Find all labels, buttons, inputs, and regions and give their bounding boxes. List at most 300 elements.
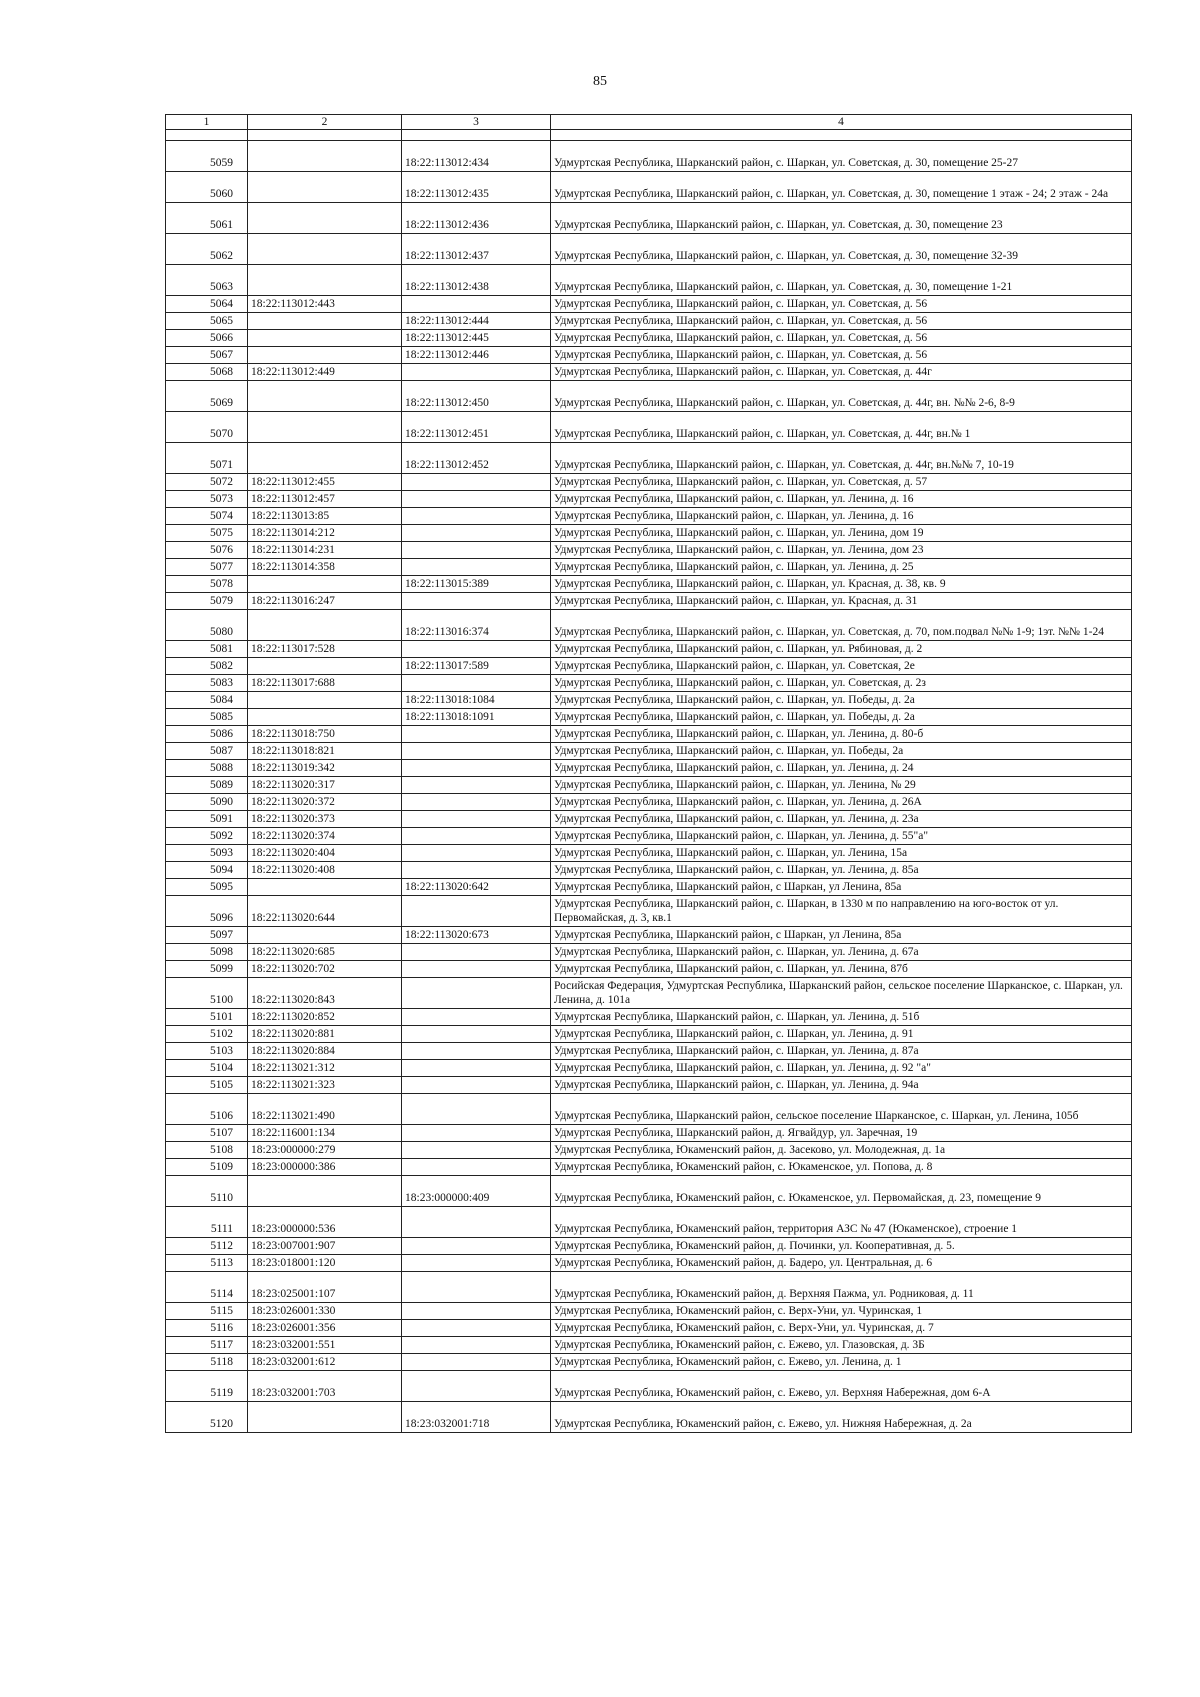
table-row — [166, 1043, 1132, 1060]
spacer-cell — [248, 130, 402, 141]
cadastral-number-cell: 18:22:113020:408 — [248, 862, 402, 879]
table-row — [166, 313, 1132, 330]
address-cell: Удмуртская Республика, Шарканский район, с. Шаркан, ул. Ленина, д. 80-б — [551, 726, 1132, 743]
cadastral-number-cell: 18:22:113020:372 — [248, 794, 402, 811]
row-number-cell: 5102 — [166, 1026, 248, 1043]
table-row — [166, 593, 1132, 610]
cadastral-number-cell: 18:22:113021:312 — [248, 1060, 402, 1077]
premises-cadastral-cell — [402, 1354, 551, 1371]
cadastral-number-cell: 18:23:026001:356 — [248, 1320, 402, 1337]
table-row — [166, 1371, 1132, 1402]
address-cell: Удмуртская Республика, Шарканский район, с. Шаркан, ул. Советская, д. 2з — [551, 675, 1132, 692]
row-number-cell: 5111 — [166, 1207, 248, 1238]
table-row — [166, 760, 1132, 777]
address-cell: Удмуртская Республика, Шарканский район, с. Шаркан, ул. Ленина, д. 92 "а" — [551, 1060, 1132, 1077]
address-cell: Удмуртская Республика, Юкаменский район, с. Ежево, ул. Глазовская, д. 3Б — [551, 1337, 1132, 1354]
address-cell: Удмуртская Республика, Юкаменский район, с. Верх-Уни, ул. Чуринская, д. 7 — [551, 1320, 1132, 1337]
row-number-cell: 5075 — [166, 525, 248, 542]
premises-cadastral-cell — [402, 1043, 551, 1060]
cadastral-number-cell: 18:23:018001:120 — [248, 1255, 402, 1272]
row-number-cell: 5074 — [166, 508, 248, 525]
table-row — [166, 491, 1132, 508]
cadastral-number-cell: 18:22:113020:685 — [248, 944, 402, 961]
cadastral-number-cell: 18:22:113020:884 — [248, 1043, 402, 1060]
row-number-cell: 5073 — [166, 491, 248, 508]
address-cell: Удмуртская Республика, Юкаменский район, территория АЗС № 47 (Юкаменское), строение 1 — [551, 1207, 1132, 1238]
table-row — [166, 1060, 1132, 1077]
table-row — [166, 709, 1132, 726]
row-number-cell: 5087 — [166, 743, 248, 760]
cadastral-number-cell: 18:22:113012:455 — [248, 474, 402, 491]
table-row — [166, 141, 1132, 172]
premises-cadastral-cell — [402, 296, 551, 313]
spacer-cell — [402, 130, 551, 141]
row-number-cell: 5068 — [166, 364, 248, 381]
premises-cadastral-cell: 18:22:113012:445 — [402, 330, 551, 347]
table-row — [166, 944, 1132, 961]
premises-cadastral-cell — [402, 845, 551, 862]
row-number-cell: 5079 — [166, 593, 248, 610]
address-cell: Удмуртская Республика, Юкаменский район, с. Ежево, ул. Нижняя Набережная, д. 2а — [551, 1402, 1132, 1433]
address-cell: Удмуртская Республика, Шарканский район, с. Шаркан, ул. Советская, д. 30, помещение 1 этаж - 24; 2 этаж - 24а — [551, 172, 1132, 203]
address-cell: Удмуртская Республика, Юкаменский район, с. Юкаменское, ул. Попова, д. 8 — [551, 1159, 1132, 1176]
table-row — [166, 862, 1132, 879]
address-cell: Росийская Федерация, Удмуртская Республика, Шарканский район, сельское поселение Шарканское, с. Шаркан, ул. Ленина, д. 101а — [551, 978, 1132, 1009]
cadastral-number-cell — [248, 347, 402, 364]
row-number-cell: 5109 — [166, 1159, 248, 1176]
premises-cadastral-cell — [402, 474, 551, 491]
cadastral-number-cell — [248, 927, 402, 944]
address-cell: Удмуртская Республика, Шарканский район, с. Шаркан, ул. Ленина, д. 23а — [551, 811, 1132, 828]
premises-cadastral-cell — [402, 508, 551, 525]
column-header-4: 4 — [551, 115, 1132, 130]
premises-cadastral-cell — [402, 1207, 551, 1238]
address-cell: Удмуртская Республика, Шарканский район, с. Шаркан, ул. Ленина, д. 25 — [551, 559, 1132, 576]
premises-cadastral-cell — [402, 364, 551, 381]
table-row — [166, 525, 1132, 542]
cadastral-number-cell: 18:22:113020:373 — [248, 811, 402, 828]
address-cell: Удмуртская Республика, Шарканский район, с. Шаркан, ул. Советская, 2е — [551, 658, 1132, 675]
address-cell: Удмуртская Республика, Шарканский район, с. Шаркан, в 1330 м по направлению на юго-восток от ул. Первомайская, д. 3, кв.1 — [551, 896, 1132, 927]
cadastral-number-cell: 18:22:113020:404 — [248, 845, 402, 862]
table-row — [166, 1009, 1132, 1026]
premises-cadastral-cell: 18:22:113016:374 — [402, 610, 551, 641]
table-row — [166, 330, 1132, 347]
cadastral-number-cell — [248, 330, 402, 347]
premises-cadastral-cell — [402, 1009, 551, 1026]
cadastral-number-cell: 18:22:113020:852 — [248, 1009, 402, 1026]
cadastral-number-cell: 18:23:026001:330 — [248, 1303, 402, 1320]
address-cell: Удмуртская Республика, Шарканский район, с. Шаркан, ул. Ленина, дом 23 — [551, 542, 1132, 559]
address-cell: Удмуртская Республика, Шарканский район, д. Ягвайдур, ул. Заречная, 19 — [551, 1125, 1132, 1142]
premises-cadastral-cell — [402, 491, 551, 508]
row-number-cell: 5066 — [166, 330, 248, 347]
row-number-cell: 5105 — [166, 1077, 248, 1094]
row-number-cell: 5082 — [166, 658, 248, 675]
row-number-cell: 5094 — [166, 862, 248, 879]
cadastral-number-cell — [248, 709, 402, 726]
row-number-cell: 5072 — [166, 474, 248, 491]
address-cell: Удмуртская Республика, Юкаменский район, д. Засеково, ул. Молодежная, д. 1а — [551, 1142, 1132, 1159]
row-number-cell: 5091 — [166, 811, 248, 828]
premises-cadastral-cell: 18:22:113012:438 — [402, 265, 551, 296]
premises-cadastral-cell — [402, 896, 551, 927]
table-row — [166, 1125, 1132, 1142]
spacer-row — [166, 130, 1132, 141]
row-number-cell: 5104 — [166, 1060, 248, 1077]
address-cell: Удмуртская Республика, Шарканский район, с. Шаркан, ул. Ленина, д. 85а — [551, 862, 1132, 879]
row-number-cell: 5096 — [166, 896, 248, 927]
premises-cadastral-cell — [402, 1077, 551, 1094]
table-row — [166, 265, 1132, 296]
address-cell: Удмуртская Республика, Шарканский район, с. Шаркан, ул. Советская, д. 57 — [551, 474, 1132, 491]
row-number-cell: 5065 — [166, 313, 248, 330]
row-number-cell: 5063 — [166, 265, 248, 296]
premises-cadastral-cell — [402, 743, 551, 760]
row-number-cell: 5071 — [166, 443, 248, 474]
row-number-cell: 5092 — [166, 828, 248, 845]
table-row — [166, 1176, 1132, 1207]
table-row — [166, 1303, 1132, 1320]
address-cell: Удмуртская Республика, Шарканский район, с. Шаркан, ул. Ленина, д. 87а — [551, 1043, 1132, 1060]
row-number-cell: 5077 — [166, 559, 248, 576]
address-cell: Удмуртская Республика, Юкаменский район, д. Бадеро, ул. Центральная, д. 6 — [551, 1255, 1132, 1272]
address-cell: Удмуртская Республика, Шарканский район, с. Шаркан, ул. Ленина, 15а — [551, 845, 1132, 862]
row-number-cell: 5101 — [166, 1009, 248, 1026]
cadastral-number-cell — [248, 412, 402, 443]
address-cell: Удмуртская Республика, Шарканский район, с. Шаркан, ул. Советская, д. 44г, вн. №№ 2-6, 8-9 — [551, 381, 1132, 412]
row-number-cell: 5097 — [166, 927, 248, 944]
cadastral-number-cell — [248, 381, 402, 412]
table-header-row — [166, 115, 1132, 130]
premises-cadastral-cell: 18:22:113012:446 — [402, 347, 551, 364]
address-cell: Удмуртская Республика, Шарканский район, с. Шаркан, ул. Победы, 2а — [551, 743, 1132, 760]
spacer-cell — [166, 130, 248, 141]
row-number-cell: 5103 — [166, 1043, 248, 1060]
premises-cadastral-cell — [402, 1272, 551, 1303]
cadastral-number-cell — [248, 1176, 402, 1207]
address-cell: Удмуртская Республика, Шарканский район, с. Шаркан, ул. Советская, д. 30, помещение 1-21 — [551, 265, 1132, 296]
premises-cadastral-cell — [402, 542, 551, 559]
premises-cadastral-cell: 18:22:113020:642 — [402, 879, 551, 896]
row-number-cell: 5070 — [166, 412, 248, 443]
premises-cadastral-cell: 18:22:113012:436 — [402, 203, 551, 234]
cadastral-number-cell: 18:22:113016:247 — [248, 593, 402, 610]
address-cell: Удмуртская Республика, Шарканский район, с. Шаркан, ул. Советская, д. 30, помещение 25-27 — [551, 141, 1132, 172]
cadastral-number-cell: 18:22:113021:490 — [248, 1094, 402, 1125]
table-row — [166, 726, 1132, 743]
address-cell: Удмуртская Республика, Юкаменский район, д. Починки, ул. Кооперативная, д. 5. — [551, 1238, 1132, 1255]
premises-cadastral-cell — [402, 862, 551, 879]
premises-cadastral-cell — [402, 777, 551, 794]
row-number-cell: 5095 — [166, 879, 248, 896]
cadastral-number-cell — [248, 141, 402, 172]
row-number-cell: 5115 — [166, 1303, 248, 1320]
table-row — [166, 811, 1132, 828]
address-cell: Удмуртская Республика, Шарканский район, с. Шаркан, ул. Советская, д. 56 — [551, 313, 1132, 330]
table-row — [166, 576, 1132, 593]
cadastral-number-cell: 18:23:000000:279 — [248, 1142, 402, 1159]
table-row — [166, 559, 1132, 576]
row-number-cell: 5060 — [166, 172, 248, 203]
premises-cadastral-cell — [402, 1371, 551, 1402]
address-cell: Удмуртская Республика, Юкаменский район, с. Юкаменское, ул. Первомайская, д. 23, помещение 9 — [551, 1176, 1132, 1207]
row-number-cell: 5113 — [166, 1255, 248, 1272]
address-cell: Удмуртская Республика, Юкаменский район, с. Ежево, ул. Ленина, д. 1 — [551, 1354, 1132, 1371]
spacer-cell — [551, 130, 1132, 141]
row-number-cell: 5059 — [166, 141, 248, 172]
table-row — [166, 381, 1132, 412]
address-cell: Удмуртская Республика, Шарканский район, с. Шаркан, ул. Ленина, д. 16 — [551, 491, 1132, 508]
row-number-cell: 5088 — [166, 760, 248, 777]
row-number-cell: 5120 — [166, 1402, 248, 1433]
cadastral-number-cell — [248, 443, 402, 474]
table-row — [166, 1026, 1132, 1043]
premises-cadastral-cell: 18:22:113012:437 — [402, 234, 551, 265]
table-row — [166, 474, 1132, 491]
table-row — [166, 1255, 1132, 1272]
premises-cadastral-cell: 18:22:113012:451 — [402, 412, 551, 443]
table-row — [166, 1159, 1132, 1176]
column-header-2: 2 — [248, 115, 402, 130]
address-cell: Удмуртская Республика, Шарканский район, с. Шаркан, ул. Ленина, д. 16 — [551, 508, 1132, 525]
address-cell: Удмуртская Республика, Шарканский район, с. Шаркан, ул. Победы, д. 2а — [551, 709, 1132, 726]
row-number-cell: 5081 — [166, 641, 248, 658]
address-cell: Удмуртская Республика, Юкаменский район, д. Верхняя Пажма, ул. Родниковая, д. 11 — [551, 1272, 1132, 1303]
table-row — [166, 658, 1132, 675]
row-number-cell: 5086 — [166, 726, 248, 743]
address-cell: Удмуртская Республика, Шарканский район, с. Шаркан, ул. Ленина, д. 55"а" — [551, 828, 1132, 845]
table-row — [166, 675, 1132, 692]
cadastral-number-cell: 18:22:113014:212 — [248, 525, 402, 542]
row-number-cell: 5117 — [166, 1337, 248, 1354]
table-row — [166, 692, 1132, 709]
address-cell: Удмуртская Республика, Шарканский район, с. Шаркан, ул. Советская, д. 56 — [551, 347, 1132, 364]
premises-cadastral-cell: 18:23:000000:409 — [402, 1176, 551, 1207]
row-number-cell: 5067 — [166, 347, 248, 364]
premises-cadastral-cell — [402, 794, 551, 811]
cadastral-number-cell: 18:22:113013:85 — [248, 508, 402, 525]
cadastral-number-cell: 18:22:113014:231 — [248, 542, 402, 559]
table-row — [166, 172, 1132, 203]
cadastral-number-cell: 18:22:113012:457 — [248, 491, 402, 508]
cadastral-number-cell: 18:22:113020:644 — [248, 896, 402, 927]
address-cell: Удмуртская Республика, Шарканский район, с. Шаркан, ул. Советская, д. 30, помещение 23 — [551, 203, 1132, 234]
table-row — [166, 961, 1132, 978]
row-number-cell: 5112 — [166, 1238, 248, 1255]
cadastral-number-cell: 18:23:032001:612 — [248, 1354, 402, 1371]
address-cell: Удмуртская Республика, Шарканский район, с. Шаркан, ул. Советская, д. 44г — [551, 364, 1132, 381]
cadastral-number-cell: 18:22:113020:317 — [248, 777, 402, 794]
premises-cadastral-cell — [402, 961, 551, 978]
premises-cadastral-cell — [402, 1026, 551, 1043]
row-number-cell: 5110 — [166, 1176, 248, 1207]
premises-cadastral-cell — [402, 641, 551, 658]
premises-cadastral-cell — [402, 1303, 551, 1320]
cadastral-number-cell: 18:22:113017:528 — [248, 641, 402, 658]
premises-cadastral-cell — [402, 811, 551, 828]
cadastral-number-cell: 18:23:007001:907 — [248, 1238, 402, 1255]
row-number-cell: 5062 — [166, 234, 248, 265]
cadastral-number-cell: 18:22:113012:443 — [248, 296, 402, 313]
address-cell: Удмуртская Республика, Шарканский район, сельское поселение Шарканское, с. Шаркан, ул. Ленина, 105б — [551, 1094, 1132, 1125]
table-row — [166, 347, 1132, 364]
cadastral-number-cell — [248, 1402, 402, 1433]
address-cell: Удмуртская Республика, Шарканский район, с. Шаркан, ул. Ленина, № 29 — [551, 777, 1132, 794]
premises-cadastral-cell — [402, 559, 551, 576]
table-row — [166, 1207, 1132, 1238]
table-row — [166, 1337, 1132, 1354]
address-cell: Удмуртская Республика, Шарканский район, с. Шаркан, ул. Советская, д. 44г, вн.№№ 7, 10-19 — [551, 443, 1132, 474]
page-number: 85 — [593, 74, 607, 89]
cadastral-number-cell — [248, 692, 402, 709]
table-row — [166, 845, 1132, 862]
table-row — [166, 610, 1132, 641]
cadastral-number-cell: 18:23:025001:107 — [248, 1272, 402, 1303]
row-number-cell: 5119 — [166, 1371, 248, 1402]
row-number-cell: 5064 — [166, 296, 248, 313]
row-number-cell: 5107 — [166, 1125, 248, 1142]
table-row — [166, 1238, 1132, 1255]
cadastral-number-cell: 18:22:113020:843 — [248, 978, 402, 1009]
row-number-cell: 5061 — [166, 203, 248, 234]
table-row — [166, 1094, 1132, 1125]
premises-cadastral-cell — [402, 944, 551, 961]
premises-cadastral-cell: 18:22:113012:435 — [402, 172, 551, 203]
cadastral-number-cell: 18:22:113020:702 — [248, 961, 402, 978]
premises-cadastral-cell — [402, 1320, 551, 1337]
cadastral-number-cell — [248, 172, 402, 203]
row-number-cell: 5108 — [166, 1142, 248, 1159]
table-row — [166, 234, 1132, 265]
premises-cadastral-cell: 18:22:113012:452 — [402, 443, 551, 474]
premises-cadastral-cell — [402, 593, 551, 610]
address-cell: Удмуртская Республика, Юкаменский район, с. Ежево, ул. Верхняя Набережная, дом 6-А — [551, 1371, 1132, 1402]
address-cell: Удмуртская Республика, Шарканский район, с. Шаркан, ул. Советская, д. 44г, вн.№ 1 — [551, 412, 1132, 443]
address-cell: Удмуртская Республика, Шарканский район, с. Шаркан, ул. Ленина, д. 91 — [551, 1026, 1132, 1043]
row-number-cell: 5100 — [166, 978, 248, 1009]
row-number-cell: 5098 — [166, 944, 248, 961]
table-row — [166, 1402, 1132, 1433]
row-number-cell: 5114 — [166, 1272, 248, 1303]
table-row — [166, 743, 1132, 760]
column-header-3: 3 — [402, 115, 551, 130]
address-cell: Удмуртская Республика, Шарканский район, с Шаркан, ул Ленина, 85а — [551, 927, 1132, 944]
address-cell: Удмуртская Республика, Шарканский район, с. Шаркан, ул. Ленина, д. 26А — [551, 794, 1132, 811]
cadastral-number-cell — [248, 658, 402, 675]
cadastral-number-cell: 18:22:113019:342 — [248, 760, 402, 777]
cadastral-number-cell: 18:22:113012:449 — [248, 364, 402, 381]
table-row — [166, 828, 1132, 845]
premises-cadastral-cell — [402, 1337, 551, 1354]
premises-cadastral-cell — [402, 675, 551, 692]
table-row — [166, 978, 1132, 1009]
row-number-cell: 5069 — [166, 381, 248, 412]
address-cell: Удмуртская Республика, Шарканский район, с. Шаркан, ул. Рябиновая, д. 2 — [551, 641, 1132, 658]
premises-cadastral-cell: 18:22:113015:389 — [402, 576, 551, 593]
address-cell: Удмуртская Республика, Шарканский район, с. Шаркан, ул. Ленина, дом 19 — [551, 525, 1132, 542]
premises-cadastral-cell — [402, 1060, 551, 1077]
table-row — [166, 1320, 1132, 1337]
cadastral-number-cell: 18:22:113020:881 — [248, 1026, 402, 1043]
address-cell: Удмуртская Республика, Шарканский район, с. Шаркан, ул. Советская, д. 30, помещение 32-39 — [551, 234, 1132, 265]
cadastral-number-cell: 18:23:000000:386 — [248, 1159, 402, 1176]
row-number-cell: 5080 — [166, 610, 248, 641]
table-row — [166, 203, 1132, 234]
cadastral-number-cell: 18:22:113017:688 — [248, 675, 402, 692]
premises-cadastral-cell: 18:22:113012:434 — [402, 141, 551, 172]
table-row — [166, 1354, 1132, 1371]
table-row — [166, 896, 1132, 927]
cadastral-number-cell: 18:23:032001:703 — [248, 1371, 402, 1402]
table-row — [166, 296, 1132, 313]
address-cell: Удмуртская Республика, Юкаменский район, с. Верх-Уни, ул. Чуринская, 1 — [551, 1303, 1132, 1320]
cadastral-number-cell: 18:23:000000:536 — [248, 1207, 402, 1238]
column-header-1: 1 — [166, 115, 248, 130]
cadastral-number-cell — [248, 265, 402, 296]
row-number-cell: 5076 — [166, 542, 248, 559]
table-row — [166, 443, 1132, 474]
address-cell: Удмуртская Республика, Шарканский район, с. Шаркан, ул. Советская, д. 56 — [551, 296, 1132, 313]
property-registry-table — [165, 114, 1132, 1433]
row-number-cell: 5116 — [166, 1320, 248, 1337]
cadastral-number-cell: 18:22:113018:750 — [248, 726, 402, 743]
address-cell: Удмуртская Республика, Шарканский район, с. Шаркан, ул. Советская, д. 70, пом.подвал №№ 1-9; 1эт. №№ 1-24 — [551, 610, 1132, 641]
premises-cadastral-cell: 18:22:113017:589 — [402, 658, 551, 675]
premises-cadastral-cell: 18:22:113018:1091 — [402, 709, 551, 726]
row-number-cell: 5106 — [166, 1094, 248, 1125]
premises-cadastral-cell — [402, 1255, 551, 1272]
table-row — [166, 412, 1132, 443]
premises-cadastral-cell: 18:23:032001:718 — [402, 1402, 551, 1433]
cadastral-number-cell: 18:22:113020:374 — [248, 828, 402, 845]
address-cell: Удмуртская Республика, Шарканский район, с. Шаркан, ул. Красная, д. 31 — [551, 593, 1132, 610]
cadastral-number-cell: 18:22:113018:821 — [248, 743, 402, 760]
table-row — [166, 879, 1132, 896]
premises-cadastral-cell: 18:22:113012:450 — [402, 381, 551, 412]
row-number-cell: 5078 — [166, 576, 248, 593]
table-row — [166, 1077, 1132, 1094]
cadastral-number-cell: 18:22:113021:323 — [248, 1077, 402, 1094]
address-cell: Удмуртская Республика, Шарканский район, с Шаркан, ул Ленина, 85а — [551, 879, 1132, 896]
table-row — [166, 542, 1132, 559]
premises-cadastral-cell: 18:22:113018:1084 — [402, 692, 551, 709]
table-row — [166, 364, 1132, 381]
cadastral-number-cell: 18:23:032001:551 — [248, 1337, 402, 1354]
premises-cadastral-cell — [402, 760, 551, 777]
address-cell: Удмуртская Республика, Шарканский район, с. Шаркан, ул. Ленина, д. 67а — [551, 944, 1132, 961]
row-number-cell: 5084 — [166, 692, 248, 709]
cadastral-number-cell — [248, 610, 402, 641]
premises-cadastral-cell — [402, 525, 551, 542]
table-body — [166, 130, 1132, 1433]
table-row — [166, 641, 1132, 658]
row-number-cell: 5085 — [166, 709, 248, 726]
cadastral-number-cell — [248, 234, 402, 265]
premises-cadastral-cell — [402, 1159, 551, 1176]
premises-cadastral-cell — [402, 828, 551, 845]
table-row — [166, 1272, 1132, 1303]
premises-cadastral-cell — [402, 1125, 551, 1142]
premises-cadastral-cell — [402, 726, 551, 743]
address-cell: Удмуртская Республика, Шарканский район, с. Шаркан, ул. Красная, д. 38, кв. 9 — [551, 576, 1132, 593]
cadastral-number-cell: 18:22:116001:134 — [248, 1125, 402, 1142]
cadastral-number-cell — [248, 879, 402, 896]
address-cell: Удмуртская Республика, Шарканский район, с. Шаркан, ул. Ленина, д. 24 — [551, 760, 1132, 777]
table-row — [166, 1142, 1132, 1159]
premises-cadastral-cell — [402, 1238, 551, 1255]
row-number-cell: 5089 — [166, 777, 248, 794]
